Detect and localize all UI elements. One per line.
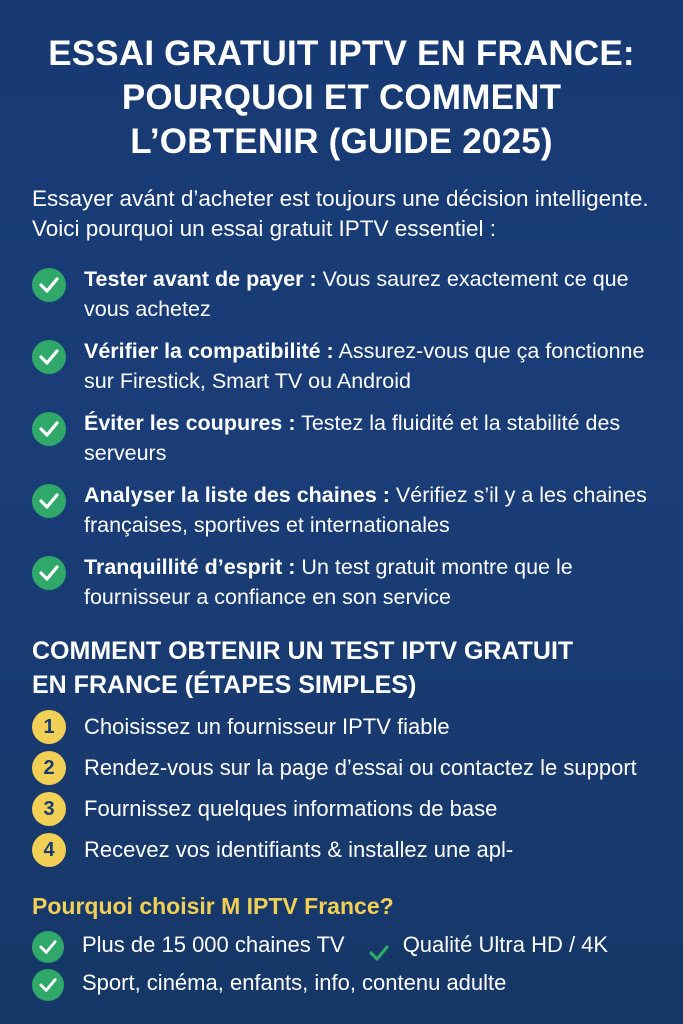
- benefit-title: Éviter les coupures :: [84, 411, 296, 435]
- features-list: [32, 928, 682, 1004]
- step-number-badge: 2: [32, 751, 66, 785]
- check-circle-icon: [32, 969, 64, 1001]
- step-item: [32, 710, 682, 751]
- benefit-item: [32, 552, 672, 624]
- feature-text: Qualité Ultra HD / 4K: [402, 932, 609, 957]
- check-circle-icon: [32, 340, 66, 374]
- check-circle-icon: [32, 556, 66, 590]
- check-circle-icon: [32, 931, 64, 963]
- benefit-item: [32, 408, 672, 480]
- step-text: Recevez vos identifiants & installez une apl-: [84, 837, 514, 862]
- step-item: [32, 751, 682, 792]
- check-circle-icon: [32, 268, 66, 302]
- benefit-title: Tester avant de payer :: [84, 267, 317, 291]
- step-text: Rendez-vous sur la page d’essai ou contactez le support: [84, 755, 637, 780]
- feature-item: [32, 928, 345, 962]
- step-item: [32, 792, 682, 833]
- benefits-list: [32, 264, 672, 624]
- step-number-badge: 4: [32, 833, 66, 867]
- step-number-badge: 3: [32, 792, 66, 826]
- benefit-text: Un test gratuit montre que le fournisseur a confiance en son service: [84, 555, 573, 609]
- check-circle-icon: [32, 484, 66, 518]
- feature-text: Plus de 15 000 chaines TV: [82, 932, 345, 957]
- page-title-line1: ESSAI GRATUIT IPTV EN FRANCE:: [48, 34, 635, 73]
- step-item: [32, 833, 682, 874]
- benefit-title: Analyser la liste des chaines :: [84, 483, 390, 507]
- page-title-line2: POURQUOI ET COMMENT: [121, 78, 562, 117]
- benefit-text: Assurez-vous que ça fonctionne sur Firestick, Smart TV ou Android: [84, 339, 645, 393]
- feature-row: [32, 928, 682, 966]
- benefit-text: Testez la fluidité et la stabilité des serveurs: [84, 411, 621, 465]
- intro-text: Essayer avánt d’acheter est toujours une décision intelligente. Voici pourquoi un essai gratuit IPTV essentiel :: [32, 186, 649, 241]
- how-to-title-line2: EN FRANCE (ÉTAPES SIMPLES): [32, 671, 417, 699]
- benefit-item: [32, 264, 672, 336]
- step-number-badge: 1: [32, 710, 66, 744]
- step-text: Fournissez quelques informations de base: [84, 796, 498, 821]
- why-choose-title: Pourquoi choisir M IPTV France?: [32, 893, 394, 919]
- how-to-title: [32, 634, 573, 702]
- benefit-title: Vérifier la compatibilité :: [84, 339, 334, 363]
- page-title-line3: L’OBTENIR (GUIDE 2025): [130, 122, 553, 161]
- step-text: Choisissez un fournisseur IPTV fiable: [84, 714, 450, 739]
- benefit-item: [32, 336, 672, 408]
- benefit-item: [32, 480, 672, 552]
- page-title: [0, 32, 683, 164]
- how-to-title-line1: COMMENT OBTENIR UN TEST IPTV GRATUIT: [32, 637, 574, 665]
- feature-item: [369, 928, 608, 962]
- benefit-title: Tranquillité d’esprit :: [84, 555, 296, 579]
- benefit-text: Vérifiez s’il y a les chaines françaises, sportives et internationales: [84, 483, 647, 537]
- check-circle-icon: [32, 412, 66, 446]
- feature-item: [32, 966, 506, 1000]
- benefit-text: Vous saurez exactement ce que vous achetez: [84, 267, 629, 321]
- feature-row: [32, 966, 682, 1004]
- feature-text: Sport, cinéma, enfants, info, contenu adulte: [82, 970, 507, 995]
- steps-list: [32, 710, 682, 874]
